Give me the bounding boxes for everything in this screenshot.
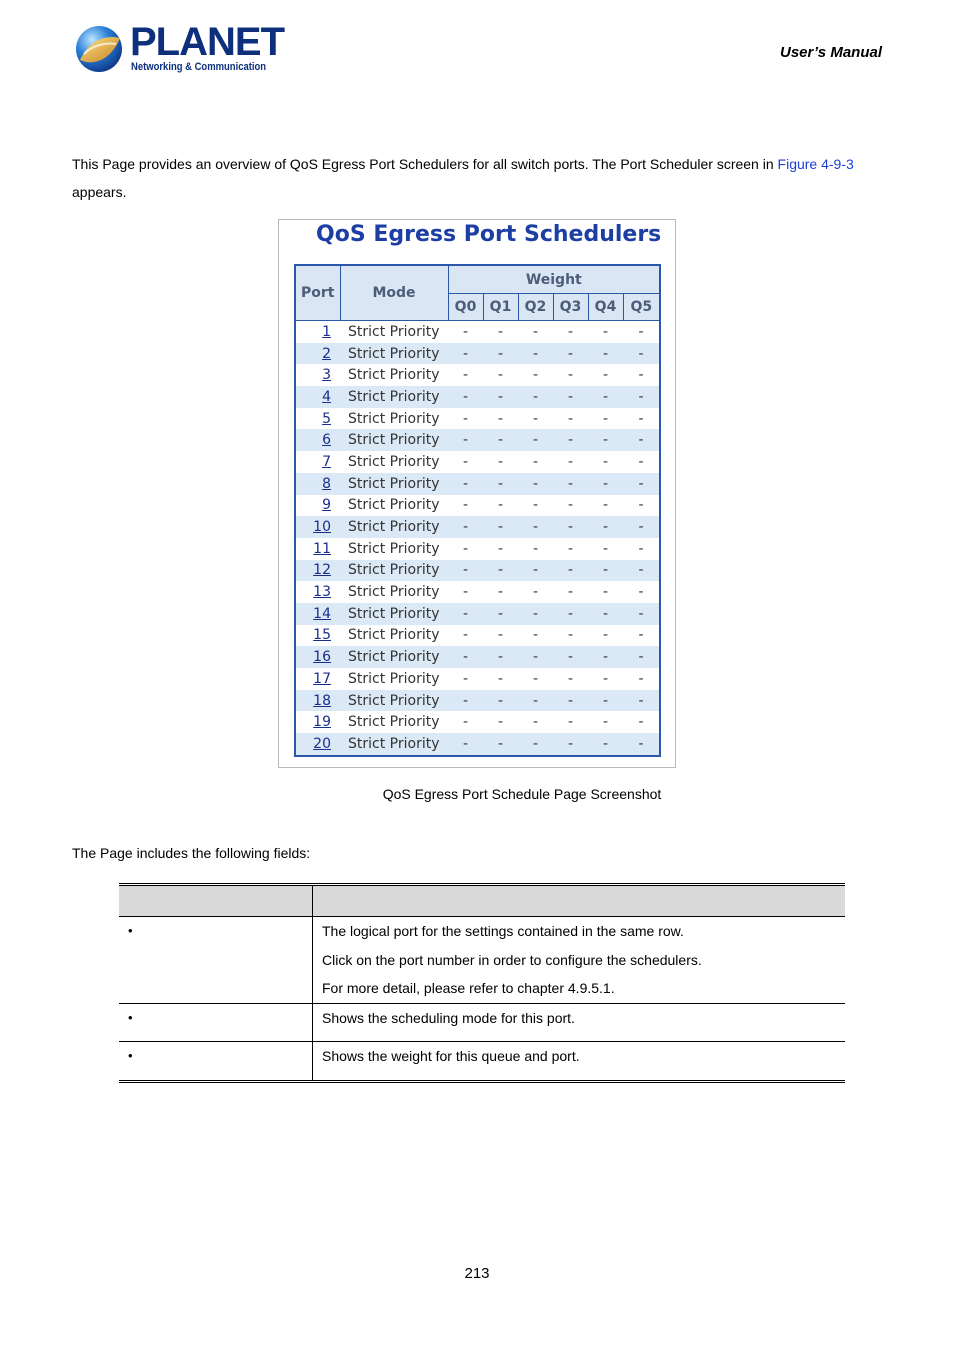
weight-cell: - (588, 473, 623, 495)
column-header-weight: Weight (448, 265, 660, 294)
mode-cell: Strict Priority (340, 646, 448, 668)
weight-cell: - (553, 429, 588, 451)
weight-cell: - (518, 560, 553, 582)
weight-cell: - (553, 646, 588, 668)
weight-cell: - (448, 495, 483, 517)
table-row (295, 408, 660, 430)
weight-cell: - (553, 690, 588, 712)
table-row (295, 321, 660, 343)
weight-cell: - (588, 560, 623, 582)
weight-cell: - (588, 364, 623, 386)
field-description-line: For more detail, please refer to chapter 4.9.5.1. (322, 980, 615, 996)
weight-cell: - (623, 560, 660, 582)
mode-cell: Strict Priority (340, 581, 448, 603)
port-link[interactable]: 15 (313, 627, 331, 644)
weight-cell: - (588, 429, 623, 451)
weight-cell: - (448, 364, 483, 386)
mode-cell: Strict Priority (340, 429, 448, 451)
weight-cell: - (553, 581, 588, 603)
weight-cell: - (553, 668, 588, 690)
weight-cell: - (588, 408, 623, 430)
field-row (119, 917, 845, 1004)
mode-cell: Strict Priority (340, 733, 448, 756)
mode-cell: Strict Priority (340, 343, 448, 365)
column-header-mode: Mode (340, 265, 448, 321)
port-link[interactable]: 1 (322, 323, 331, 340)
field-description-cell (313, 1042, 846, 1082)
mode-cell: Strict Priority (340, 408, 448, 430)
port-cell (295, 603, 340, 625)
weight-cell: - (553, 733, 588, 756)
table-row (295, 343, 660, 365)
intro-text-end: appears. (72, 184, 127, 200)
weight-cell: - (483, 386, 518, 408)
weight-cell: - (623, 451, 660, 473)
weight-cell: - (623, 581, 660, 603)
port-cell (295, 516, 340, 538)
weight-cell: - (448, 386, 483, 408)
weight-cell: - (553, 603, 588, 625)
weight-cell: - (518, 538, 553, 560)
port-link[interactable]: 19 (313, 714, 331, 731)
mode-cell: Strict Priority (340, 473, 448, 495)
scheduler-table (294, 264, 661, 757)
weight-cell: - (588, 451, 623, 473)
field-description-cell (313, 917, 846, 1004)
weight-cell: - (483, 516, 518, 538)
mode-cell: Strict Priority (340, 495, 448, 517)
column-header-queue: Q0 (448, 294, 483, 321)
bullet-icon: • (128, 1048, 133, 1063)
weight-cell: - (623, 603, 660, 625)
table-row (295, 581, 660, 603)
weight-cell: - (588, 581, 623, 603)
column-header-queue: Q3 (553, 294, 588, 321)
weight-cell: - (448, 625, 483, 647)
weight-cell: - (623, 495, 660, 517)
column-header-queue: Q4 (588, 294, 623, 321)
port-link[interactable]: 11 (313, 540, 331, 557)
weight-cell: - (623, 516, 660, 538)
weight-cell: - (483, 429, 518, 451)
port-cell (295, 733, 340, 756)
weight-cell: - (483, 581, 518, 603)
weight-cell: - (553, 364, 588, 386)
port-cell (295, 581, 340, 603)
weight-cell: - (483, 538, 518, 560)
weight-cell: - (553, 560, 588, 582)
weight-cell: - (448, 560, 483, 582)
table-row (295, 603, 660, 625)
table-row (295, 690, 660, 712)
page-title: QoS Egress Port Schedulers (316, 222, 662, 247)
weight-cell: - (588, 668, 623, 690)
weight-cell: - (623, 711, 660, 733)
weight-cell: - (553, 386, 588, 408)
weight-cell: - (518, 516, 553, 538)
weight-cell: - (518, 386, 553, 408)
weight-cell: - (448, 711, 483, 733)
field-object-cell (119, 1042, 313, 1082)
weight-cell: - (518, 473, 553, 495)
port-link[interactable]: 20 (313, 735, 331, 752)
weight-cell: - (623, 538, 660, 560)
field-description-line: The logical port for the settings contained in the same row. (322, 923, 684, 939)
mode-cell: Strict Priority (340, 364, 448, 386)
weight-cell: - (448, 516, 483, 538)
port-link[interactable]: 9 (322, 497, 331, 514)
page-number: 213 (464, 1265, 490, 1282)
weight-cell: - (448, 603, 483, 625)
table-row (295, 516, 660, 538)
weight-cell: - (588, 516, 623, 538)
port-link[interactable]: 6 (322, 432, 331, 449)
weight-cell: - (483, 733, 518, 756)
table-row (295, 386, 660, 408)
weight-cell: - (623, 733, 660, 756)
weight-cell: - (518, 711, 553, 733)
port-link[interactable]: 17 (313, 670, 331, 687)
logo-wordmark: PLANET (130, 20, 284, 64)
port-cell (295, 538, 340, 560)
weight-cell: - (588, 321, 623, 343)
weight-cell: - (623, 668, 660, 690)
weight-cell: - (518, 668, 553, 690)
port-cell (295, 690, 340, 712)
weight-cell: - (448, 321, 483, 343)
port-link[interactable]: 16 (313, 649, 331, 666)
column-header-queue: Q2 (518, 294, 553, 321)
port-link[interactable]: 10 (313, 519, 331, 536)
weight-cell: - (448, 690, 483, 712)
weight-cell: - (623, 625, 660, 647)
weight-cell: - (448, 646, 483, 668)
weight-cell: - (518, 625, 553, 647)
weight-cell: - (623, 386, 660, 408)
weight-cell: - (518, 343, 553, 365)
weight-cell: - (553, 343, 588, 365)
weight-cell: - (518, 603, 553, 625)
port-cell (295, 668, 340, 690)
weight-cell: - (588, 495, 623, 517)
weight-cell: - (483, 408, 518, 430)
planet-logo (74, 20, 284, 78)
weight-cell: - (483, 473, 518, 495)
weight-cell: - (623, 321, 660, 343)
port-cell (295, 495, 340, 517)
table-row (295, 451, 660, 473)
table-row (295, 429, 660, 451)
weight-cell: - (553, 495, 588, 517)
weight-cell: - (483, 646, 518, 668)
port-link[interactable]: 3 (322, 367, 331, 384)
weight-cell: - (623, 364, 660, 386)
weight-cell: - (448, 429, 483, 451)
port-cell (295, 429, 340, 451)
port-link[interactable]: 5 (322, 410, 331, 427)
weight-cell: - (518, 408, 553, 430)
port-cell (295, 473, 340, 495)
port-link[interactable]: 4 (322, 388, 331, 405)
field-row (119, 1042, 845, 1082)
weight-cell: - (553, 321, 588, 343)
port-link[interactable]: 2 (322, 345, 331, 362)
mode-cell: Strict Priority (340, 690, 448, 712)
fields-table (119, 883, 845, 1083)
port-cell (295, 711, 340, 733)
table-row (295, 495, 660, 517)
users-manual-label: User’s Manual (780, 44, 882, 61)
field-row (119, 1003, 845, 1042)
port-cell (295, 451, 340, 473)
fields-intro: The Page includes the following fields: (72, 845, 311, 861)
weight-cell: - (483, 668, 518, 690)
mode-cell: Strict Priority (340, 321, 448, 343)
weight-cell: - (588, 538, 623, 560)
mode-cell: Strict Priority (340, 668, 448, 690)
weight-cell: - (483, 364, 518, 386)
column-header-queue: Q5 (623, 294, 660, 321)
figure-caption: QoS Egress Port Schedule Page Screenshot (382, 786, 662, 802)
port-link[interactable]: 12 (313, 562, 331, 579)
bullet-icon: • (128, 1009, 133, 1025)
weight-cell: - (518, 733, 553, 756)
port-cell (295, 625, 340, 647)
weight-cell: - (623, 473, 660, 495)
weight-cell: - (448, 668, 483, 690)
port-link[interactable]: 13 (313, 584, 331, 601)
table-row (295, 364, 660, 386)
weight-cell: - (448, 581, 483, 603)
mode-cell: Strict Priority (340, 516, 448, 538)
weight-cell: - (553, 516, 588, 538)
weight-cell: - (553, 711, 588, 733)
weight-cell: - (588, 646, 623, 668)
port-cell (295, 321, 340, 343)
field-object-cell (119, 1003, 313, 1042)
table-row (295, 646, 660, 668)
port-link[interactable]: 8 (322, 475, 331, 492)
weight-cell: - (448, 343, 483, 365)
weight-cell: - (448, 538, 483, 560)
mode-cell: Strict Priority (340, 451, 448, 473)
globe-icon (74, 24, 124, 74)
weight-cell: - (483, 711, 518, 733)
weight-cell: - (553, 408, 588, 430)
weight-cell: - (483, 321, 518, 343)
weight-cell: - (588, 343, 623, 365)
weight-cell: - (623, 408, 660, 430)
mode-cell: Strict Priority (340, 538, 448, 560)
weight-cell: - (483, 343, 518, 365)
port-link[interactable]: 7 (322, 453, 331, 470)
weight-cell: - (518, 581, 553, 603)
weight-cell: - (588, 733, 623, 756)
column-header-port: Port (295, 265, 340, 321)
fields-header-object (119, 885, 313, 917)
weight-cell: - (588, 625, 623, 647)
weight-cell: - (483, 495, 518, 517)
logo-tagline: Networking & Communication (131, 61, 267, 73)
table-row (295, 625, 660, 647)
weight-cell: - (518, 690, 553, 712)
weight-cell: - (518, 495, 553, 517)
port-link[interactable]: 14 (313, 605, 331, 622)
bullet-icon: • (128, 923, 133, 938)
field-description-line: Shows the weight for this queue and port. (322, 1048, 580, 1064)
port-cell (295, 560, 340, 582)
table-row (295, 733, 660, 756)
column-header-queue: Q1 (483, 294, 518, 321)
weight-cell: - (448, 408, 483, 430)
weight-cell: - (483, 625, 518, 647)
port-link[interactable]: 18 (313, 692, 331, 709)
mode-cell: Strict Priority (340, 560, 448, 582)
field-description-cell (313, 1003, 846, 1042)
weight-cell: - (448, 451, 483, 473)
table-row (295, 473, 660, 495)
weight-cell: - (448, 733, 483, 756)
weight-cell: - (623, 343, 660, 365)
intro-text: This Page provides an overview of QoS Egress Port Schedulers for all switch ports. The Port Scheduler screen in (72, 156, 778, 172)
port-cell (295, 364, 340, 386)
weight-cell: - (588, 603, 623, 625)
weight-cell: - (553, 538, 588, 560)
port-cell (295, 408, 340, 430)
port-cell (295, 343, 340, 365)
table-row (295, 538, 660, 560)
fields-header-description (313, 885, 846, 917)
field-object-cell (119, 917, 313, 1004)
intro-paragraph (72, 150, 892, 206)
weight-cell: - (518, 321, 553, 343)
weight-cell: - (588, 711, 623, 733)
weight-cell: - (483, 451, 518, 473)
weight-cell: - (448, 473, 483, 495)
weight-cell: - (588, 386, 623, 408)
weight-cell: - (553, 625, 588, 647)
qos-scheduler-screenshot (278, 219, 676, 768)
weight-cell: - (483, 690, 518, 712)
weight-cell: - (623, 646, 660, 668)
port-cell (295, 646, 340, 668)
table-row (295, 711, 660, 733)
field-description-line: Shows the scheduling mode for this port. (322, 1009, 575, 1026)
weight-cell: - (518, 646, 553, 668)
weight-cell: - (623, 429, 660, 451)
weight-cell: - (623, 690, 660, 712)
figure-link[interactable]: Figure 4-9-3 (777, 156, 854, 172)
weight-cell: - (483, 603, 518, 625)
weight-cell: - (518, 364, 553, 386)
mode-cell: Strict Priority (340, 625, 448, 647)
mode-cell: Strict Priority (340, 603, 448, 625)
weight-cell: - (553, 451, 588, 473)
weight-cell: - (518, 429, 553, 451)
mode-cell: Strict Priority (340, 711, 448, 733)
mode-cell: Strict Priority (340, 386, 448, 408)
port-cell (295, 386, 340, 408)
weight-cell: - (553, 473, 588, 495)
weight-cell: - (518, 451, 553, 473)
weight-cell: - (588, 690, 623, 712)
table-row (295, 560, 660, 582)
weight-cell: - (483, 560, 518, 582)
table-row (295, 668, 660, 690)
field-description-line: Click on the port number in order to configure the schedulers. (322, 951, 702, 968)
